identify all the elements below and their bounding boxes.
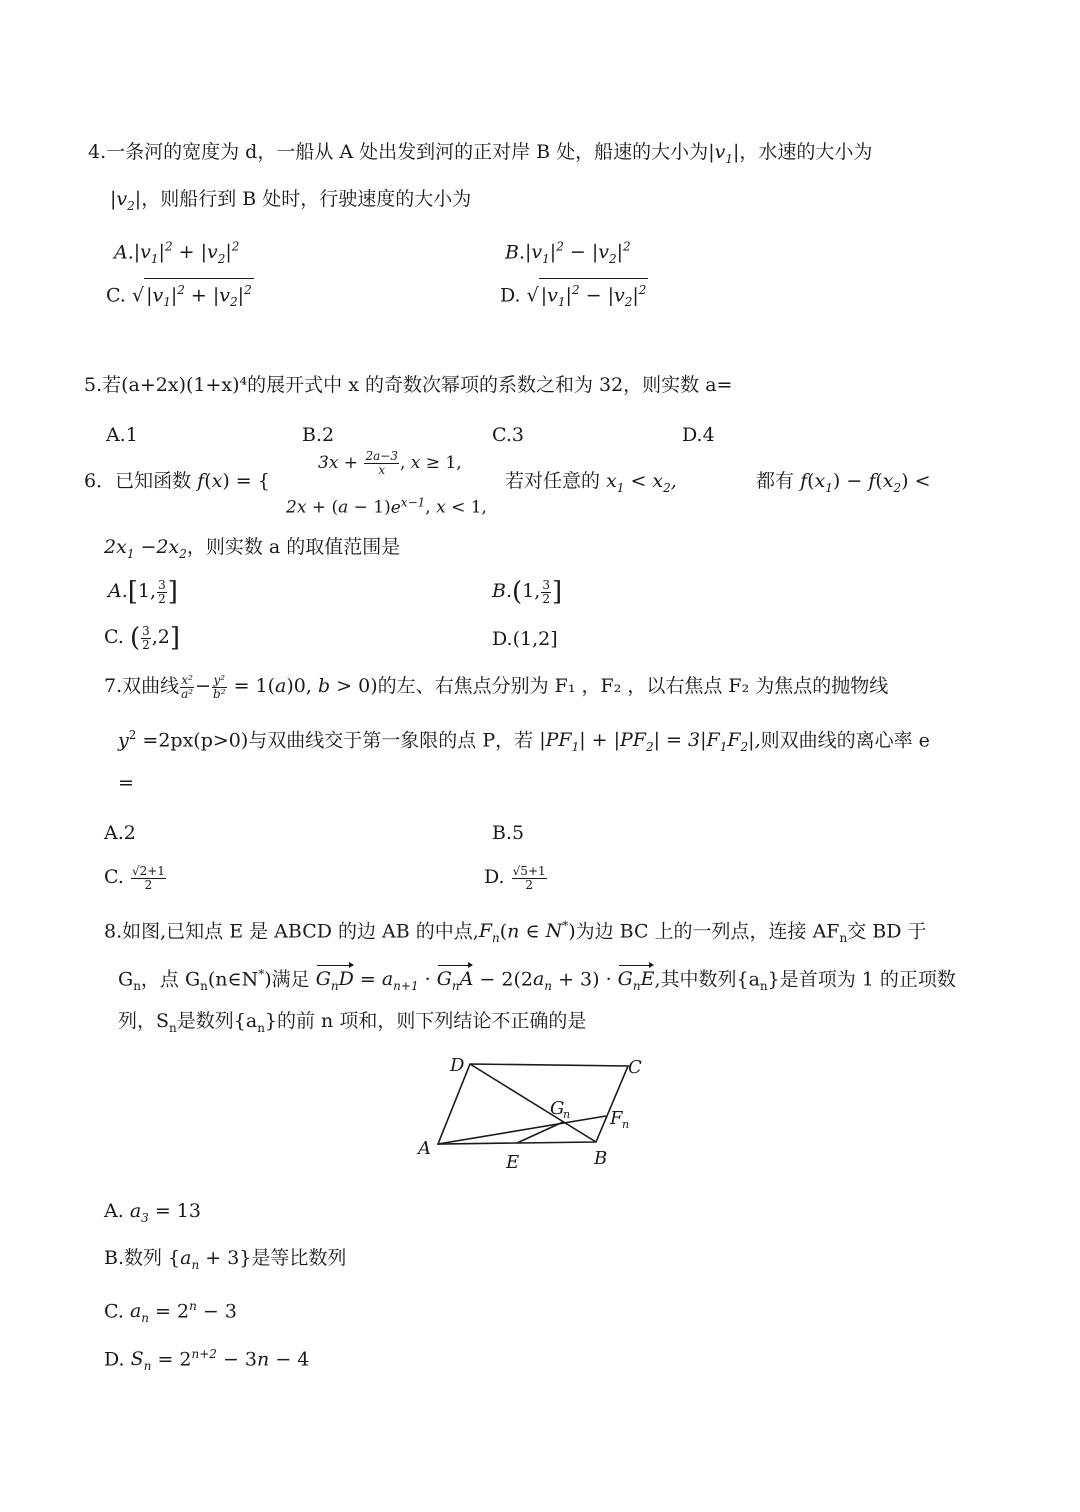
q5-option-d: D.4 <box>682 424 715 446</box>
q5-option-c: C.3 <box>492 424 524 446</box>
label-gn-sub: n <box>563 1108 571 1121</box>
q6-stem-line2: $2x_1 -2x_2$，则实数 a 的取值范围是 <box>104 536 401 561</box>
q4-option-b: $B.|v_1|^2 - |v_2|^2$ <box>505 240 631 267</box>
q7-stem-line1: 7.双曲线 $\frac{\text{x²}}{\text{a²}}$ − $\frac{\text{y²}}{\text{b²}}$ = 1(a)0, b > 0)的左、右焦点分别为 F₁ ，F₂ ，以右焦点 F₂ 为焦点的抛物线 <box>104 672 889 701</box>
q6-option-a: A.[1, $\frac{3}{2}$ ] <box>108 577 178 607</box>
q6-stem-mid: 若对任意的 $x_1 < x_2$, <box>505 470 677 495</box>
q7-option-c: C. $\frac{√2+1}{2}$ <box>104 863 165 892</box>
q8-option-c: C. $a_n = 2^n - 3$ <box>104 1299 237 1326</box>
segment-afn <box>438 1116 606 1144</box>
parallelogram-abcd <box>438 1064 628 1144</box>
q4-stem-line1: 4.一条河的宽度为 d，一船从 A 处出发到河的正对岸 B 处，船速的大小为$|v_1|$，水速的大小为 <box>88 141 873 166</box>
label-b: B <box>594 1148 608 1169</box>
q6-piece1: 3x + $\frac{2a-3}{x}$ , x ≥ 1, <box>318 449 462 477</box>
q4-option-c: C. √ $|v_1|^2 + |v_2|^2$ <box>106 278 254 313</box>
label-c: C <box>628 1057 642 1078</box>
q6-option-d: D.(1,2] <box>492 628 558 650</box>
q7-stem-line3: = <box>118 772 134 794</box>
label-e: E <box>506 1152 520 1173</box>
q8-option-b: B.数列 $\{a_n + 3\}$是等比数列 <box>104 1247 347 1272</box>
label-fn: F <box>610 1108 623 1129</box>
q4-stem-line2: $|v_2|$，则船行到 B 处时，行驶速度的大小为 <box>110 188 472 213</box>
q5-stem: 5.若(a+2x)(1+x)⁴的展开式中 x 的奇数次幂项的系数之和为 32，则实数 a= <box>84 374 733 396</box>
q7-stem-line2: $y^2 =2px(p>0)$与双曲线交于第一象限的点 P，若 $|PF_1| + |PF_2| = 3|F_1F_2|$,则双曲线的离心率 e <box>118 728 930 755</box>
q8-stem-line2: $G_n$，点 $G_n(n\in N^*)$满足 $G_nD = a_{n+1} \cdot G_nA - 2(2a_n + 3) \cdot G_nE$,其中数列$\{a_n\}$是首项为 1 的正项数 <box>118 961 956 999</box>
q6-option-c: C. ( $\frac{3}{2}$ ,2] <box>104 623 181 653</box>
q5-option-b: B.2 <box>302 424 335 446</box>
q8-option-d: D. $S_n = 2^{n+2} - 3n - 4$ <box>104 1347 310 1374</box>
q7-option-a: A.2 <box>104 822 136 844</box>
label-fn-sub: n <box>622 1118 630 1131</box>
q8-stem-line3: 列，$S_n$是数列$\{a_n\}$的前 n 项和，则下列结论不正确的是 <box>118 1010 587 1035</box>
q4-option-a: $A.|v_1|^2 + |v_2|^2$ <box>114 240 240 267</box>
label-gn: G <box>550 1098 565 1119</box>
q6-stem-prefix: 6．已知函数 f(x) = { <box>84 470 270 492</box>
parallelogram-figure <box>410 1052 650 1176</box>
q5-option-a: A.1 <box>106 424 138 446</box>
q8-stem-line1: 8.如图,已知点 E 是 ABCD 的边 AB 的中点$,F_n(n$ ∈ N*)为边 BC 上的一列点，连接 $AF_n$交 BD 于 <box>104 919 927 946</box>
q6-piece2: $2x + (a - 1)e^{x-1}$, x < 1, <box>286 495 487 518</box>
q6-option-b: B.(1, $\frac{3}{2}$ ] <box>492 577 563 607</box>
q4-option-d: D. √ $|v_1|^2 - |v_2|^2$ <box>500 278 648 313</box>
q6-stem-mid2: 都有 $f(x_1) - f(x_2)$ < <box>756 470 931 495</box>
q8-option-a: A. $a_3 = 13$ <box>104 1200 201 1225</box>
segment-egn <box>517 1122 563 1143</box>
diagonal-bd <box>470 1064 596 1142</box>
label-d: D <box>450 1055 465 1076</box>
q7-option-b: B.5 <box>492 822 525 844</box>
q7-option-d: D. $\frac{√5+1}{2}$ <box>484 863 546 892</box>
label-a: A <box>418 1138 431 1159</box>
